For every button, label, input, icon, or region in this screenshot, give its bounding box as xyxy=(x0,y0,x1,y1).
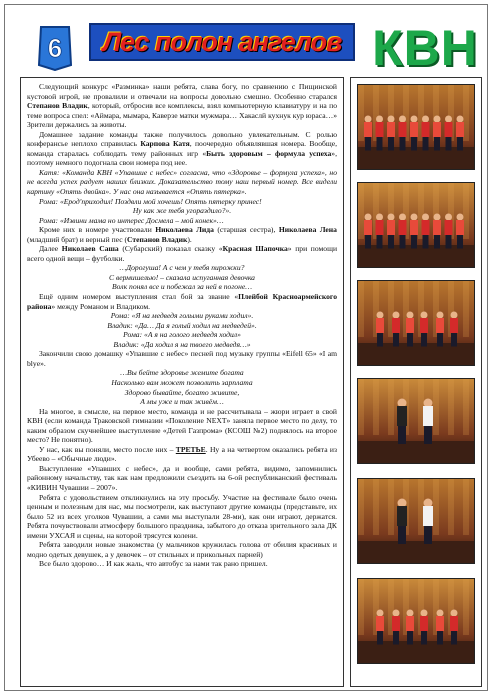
article-paragraph: …Вы бейте здоровье жемите богата xyxy=(120,368,244,378)
photo-stage-skit xyxy=(357,280,475,366)
article-paragraph: Далее Николаев Саша (Субарский) показал сказку «Красная Шапочка» при помощи всего одной вещи – футболки. xyxy=(27,244,338,263)
article-paragraph: Ребята с удовольствием откликнулись на эту просьбу. Участие на фестивале было очень ценным и полезным для нас, мы посмотрели, как выступают другие команды (представьте, их было 52 из всех уголков Чувашии, а сами мы выступали 28-ми), как они играют, держатся. Ребята почувствовали атмосферу большого праздника, забытого до отказа зрительного зала ДК имени УХСАЯ и сцены, на которой трясутся колени. xyxy=(27,492,337,540)
kvn-logo: КВН xyxy=(372,20,478,76)
page-number: 6 xyxy=(47,33,63,63)
photo-team-line-stage xyxy=(357,84,475,170)
photo-column xyxy=(350,77,482,687)
article-paragraph: Владик: «Да… Да я голый ходил на медведей». xyxy=(107,320,257,330)
article-paragraph: Ребята заводили новые знакомства (у мальчиков кружилась голова от обилия красивых и модно одетых девушек, а у девочек – от стильных и прикольных парней) xyxy=(27,540,337,559)
article-paragraph: У нас, как вы поняли, место после них – ТРЕТЬЕ. Ну а на четвертом оказались ребята из Убеево – «Обычные люди». xyxy=(27,444,337,464)
photo-dancers-red xyxy=(357,578,475,664)
article-paragraph: Владик: «Да ходил я на твоего медведя…» xyxy=(113,339,251,349)
photo-two-performers xyxy=(357,378,475,464)
article-paragraph: Закончили свою домашку «Упавшие с небес» песней под музыку группы «Eifell 65» «I am blye». xyxy=(27,349,337,368)
article-paragraph: Все было здорово… И как жаль, что автобус за нами так рано пришел. xyxy=(39,559,268,569)
photo-performers-backdrop xyxy=(357,478,475,564)
article-paragraph: Рома: «А я на голого медведя ходил» xyxy=(123,330,241,340)
article-paragraph: Рома: «Извини мама но интерес Досмела – мой конек»… xyxy=(39,215,224,225)
article-paragraph: На многое, в смысле, на первое место, команда и не рассчитывала – жюри играет в свой КВН (если команда Траковской гимназии «Поколение NEXT» заняла первое место по делу, то каким образом скучнейшее выступление «Детей Газпрома» (КСОШ №2) поднялось на второе место? Не понятно). xyxy=(27,406,337,445)
article-paragraph: Рома: «Я на медведя голыми руками ходил». xyxy=(110,311,254,321)
photo-team-red-stage xyxy=(357,182,475,268)
article-paragraph: А мы уже и так живём… xyxy=(140,397,224,407)
newspaper-page xyxy=(4,4,488,691)
article-paragraph: Выступление «Упавших с небес», да и вообще, сами ребята, видимо, запомнились районному начальству, так как нам предложили съездить на 6-ой республиканский фестиваль «КИВИН Чувашии – 2007». xyxy=(27,463,337,492)
article-paragraph: Рома: «Ерод'приходил! Поздвли мой хочешь! Опять пятерку принес! xyxy=(39,196,262,206)
article-paragraph: Ещё одним номером выступления стал бой за звание «Плейбой Красноармейского района» между Романом и Владиком. xyxy=(27,292,337,311)
article-paragraph: С вермишелью! – сказала испуганная девочка xyxy=(109,272,255,282)
article-paragraph: Ну как же тебя угораздило?». xyxy=(132,206,232,216)
article-title: Лес полон ангелов xyxy=(102,26,342,57)
title-banner xyxy=(89,23,355,61)
article-paragraph: Кроме них в номере участвовали Николаева Лида (старшая сестра), Николаева Лена (младший брат) и верный пес (Степанов Владик). xyxy=(27,225,337,244)
article-paragraph: Насколько вам может позволить зарплата xyxy=(111,377,253,387)
article-paragraph: Волк понял все и побежал за ней в погоне… xyxy=(112,282,252,292)
article-paragraph: Домашнее задание команды также получилось довольно увлекательным. С ролью конферансье неплохо справилась Карпова Катя, поочередно объявлявшая номера. Вообще, команда старалась соблюдать тему районных игр «Быть здоровым – формула успеха», поэтому немного подогнала свои номера под нее. xyxy=(27,129,337,168)
article-paragraph: Здорово бывайте, богато живите, xyxy=(124,387,240,397)
page-header xyxy=(17,13,485,75)
article-paragraph: Катя: «Команда КВН «Упавшие с небес» согласна, что «Здоровье – формула успеха», но не всегда успех радует наших близких. Доказательство тому наш первый номер. Все видели картину «Опять двойка». У нас она называется «Опять пятерка». xyxy=(27,167,337,197)
article-body xyxy=(20,77,344,687)
page-number-badge xyxy=(37,25,73,71)
article-paragraph: Следующий конкурс «Разминка» наши ребята, слава богу, по сравнению с Пищинской кустовой игрой, не провалили и отвечали на вопросы довольно смешно. Особенно старался Степанов Владик, который, отбросив все комплексы, взял компьютерную клавиатуру и на по теме вопроса спел: «Аймара, мымара, Каверзе матки мужмара… Хакаслй кухнук кур юраса…» Зрители держались за животы. xyxy=(27,82,337,130)
article-paragraph: …Дорогуша! А с чем у тебя пирожки? xyxy=(119,263,245,273)
